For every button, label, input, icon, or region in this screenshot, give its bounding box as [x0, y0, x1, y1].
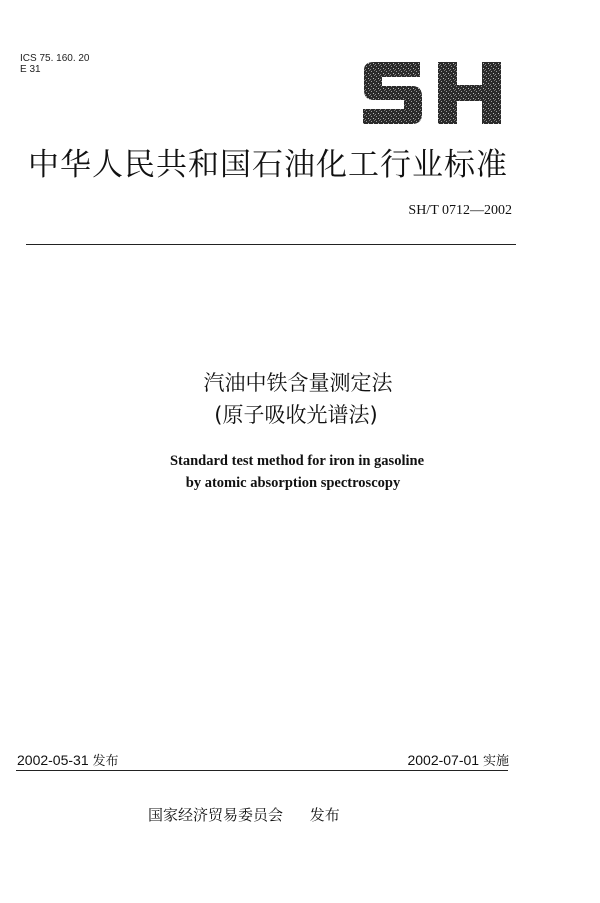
logo-letter-s [363, 62, 422, 124]
classification-codes [20, 53, 90, 75]
effective-date-block [407, 750, 509, 769]
header-divider [26, 244, 516, 245]
issue-date-block [17, 750, 119, 769]
publisher-label: 发布 [309, 806, 340, 824]
issue-label: 发布 [92, 754, 119, 769]
publisher-block [148, 804, 340, 825]
chinese-title-line2: (原子吸收光谱法) [214, 403, 378, 427]
effective-label: 实施 [482, 754, 509, 769]
english-title-line2: by atomic absorption spectroscopy [185, 475, 401, 491]
english-title-line1: Standard test method for iron in gasoline [169, 453, 425, 469]
logo-letter-h [438, 62, 501, 124]
sh-logo [360, 60, 505, 126]
ics-code: ICS 75. 160. 20 [20, 53, 90, 64]
publisher-name: 国家经济贸易委员会 [148, 806, 284, 824]
issue-date: 2002-05-31 [17, 752, 89, 768]
effective-date: 2002-07-01 [407, 752, 480, 768]
standard-category-title: 中华人民共和国石油化工行业标准 [28, 147, 508, 183]
footer-divider [16, 770, 508, 771]
ccs-code: E 31 [20, 64, 41, 75]
chinese-title-line1: 汽油中铁含量测定法 [203, 371, 393, 395]
standard-code: SH/T 0712—2002 [408, 203, 512, 218]
